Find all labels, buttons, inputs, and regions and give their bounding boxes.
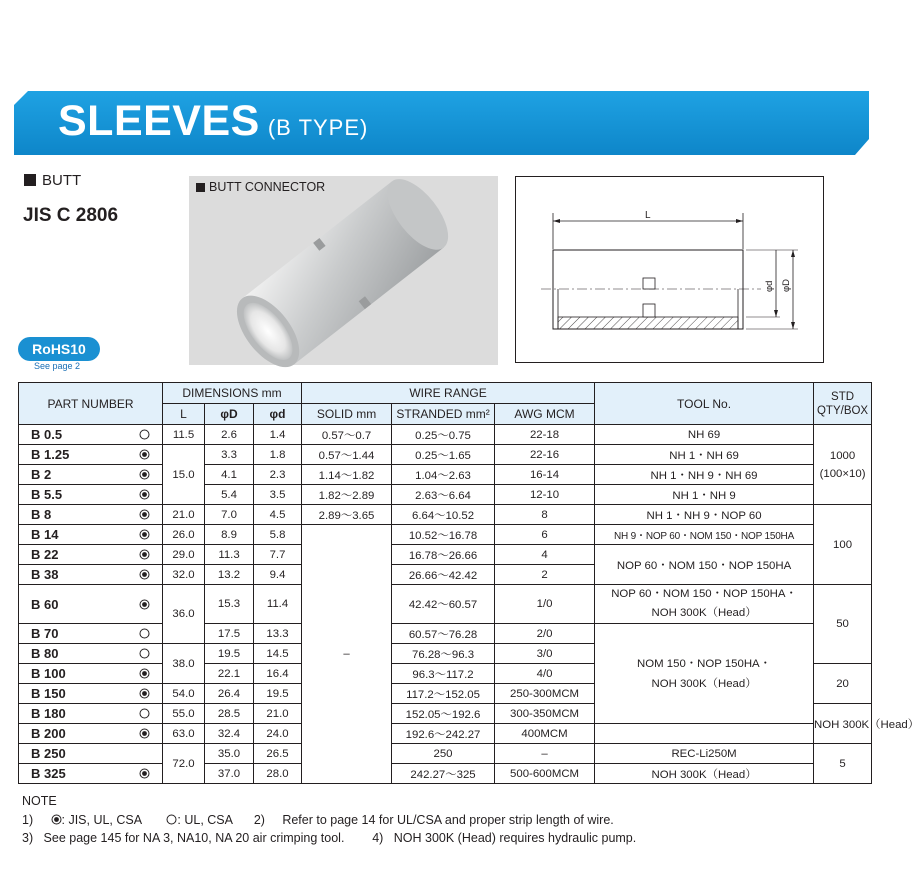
table-row [19,425,872,445]
part-number-cell: B 38 [19,565,163,585]
outer-d-cell: 3.3 [205,445,254,465]
bullseye-mark-icon [139,488,150,499]
note-3: 3) See page 145 for NA 3, NA10, NA 20 air crimping tool. 4) NOH 300K (Head) requires hydraulic pump. [22,831,637,845]
inner-d-cell: 2.3 [254,465,302,485]
outer-d-cell: 26.4 [205,684,254,704]
part-number-cell: B 2 [19,465,163,485]
bullseye-mark-icon [139,548,150,559]
awg-cell: 400MCM [495,724,595,744]
inner-d-cell: 3.5 [254,485,302,505]
bullseye-mark-icon [51,812,62,823]
awg-cell: 3/0 [495,644,595,664]
inner-d-cell: 9.4 [254,565,302,585]
solid-cell: 2.89～3.65 [302,505,392,525]
awg-cell: 250-300MCM [495,684,595,704]
bullseye-mark-icon [139,667,150,678]
part-number-cell: B 100 [19,664,163,684]
stranded-cell: 96.3～117.2 [392,664,495,684]
inner-d-cell: 11.4 [254,585,302,624]
qty-cell: 1000 (100×10) [814,425,872,505]
part-number-cell: B 250 [19,744,163,764]
circle-mark-icon [166,812,177,823]
awg-cell: 2/0 [495,624,595,644]
solid-cell: 1.14～1.82 [302,465,392,485]
outer-d-cell: 37.0 [205,764,254,784]
qty-cell: 100 [814,505,872,585]
title-banner [14,91,869,155]
stranded-cell: 242.27～325 [392,764,495,784]
part-number-cell: B 70 [19,624,163,644]
rohs-badge: RoHS10 [18,337,100,361]
awg-cell: 4/0 [495,664,595,684]
stranded-cell: 42.42～60.57 [392,585,495,624]
col-tool: TOOL No. [595,383,814,425]
part-number-cell: B 200 [19,724,163,744]
bullseye-mark-icon [139,598,150,609]
awg-cell: 8 [495,505,595,525]
outer-d-cell: 19.5 [205,644,254,664]
part-number-cell: B 8 [19,505,163,525]
part-number-cell: B 80 [19,644,163,664]
square-bullet-icon [196,183,205,192]
inner-d-cell: 7.7 [254,545,302,565]
solid-cell: 0.57～1.44 [302,445,392,465]
col-std-qty: STD QTY/BOX [814,383,872,425]
sleeve-photo-icon [189,176,498,365]
awg-cell: 1/0 [495,585,595,624]
awg-cell: 300-350MCM [495,704,595,724]
col-dimensions: DIMENSIONS mm [163,383,302,404]
inner-d-cell: 14.5 [254,644,302,664]
stranded-cell: 117.2～152.05 [392,684,495,704]
l-cell: 11.5 [163,425,205,445]
qty-cell: 50 [814,585,872,664]
outer-d-cell: 2.6 [205,425,254,445]
length-label: L [645,210,651,221]
tool-cell: REC-Li250M [595,744,814,764]
l-cell: 21.0 [163,505,205,525]
page-title: SLEEVES (B TYPE) [58,97,369,145]
col-l: L [163,404,205,425]
stranded-cell: 2.63～6.64 [392,485,495,505]
inner-d-cell: 24.0 [254,724,302,744]
inner-d-cell: 5.8 [254,525,302,545]
rohs-note: See page 2 [34,361,81,371]
outer-d-cell: 22.1 [205,664,254,684]
awg-cell: 500-600MCM [495,764,595,784]
awg-cell: 12-10 [495,485,595,505]
col-part-number: PART NUMBER [19,383,163,425]
bullseye-mark-icon [139,568,150,579]
stranded-cell: 26.66～42.42 [392,565,495,585]
l-cell: 29.0 [163,545,205,565]
awg-cell: 2 [495,565,595,585]
l-cell: 55.0 [163,704,205,724]
part-number-cell: B 180 [19,704,163,724]
col-outer-d: φD [205,404,254,425]
stranded-cell: 60.57～76.28 [392,624,495,644]
outer-d-cell: 8.9 [205,525,254,545]
outer-d-cell: 17.5 [205,624,254,644]
inner-d-cell: 19.5 [254,684,302,704]
l-cell: 38.0 [163,644,205,684]
bullseye-mark-icon [139,767,150,778]
part-number-cell: B 150 [19,684,163,704]
table-row [19,545,872,565]
category-label: BUTT [24,172,81,189]
stranded-cell: 16.78～26.66 [392,545,495,565]
inner-d-cell: 26.5 [254,744,302,764]
table-row [19,744,872,764]
col-awg: AWG MCM [495,404,595,425]
standard-label: JIS C 2806 [23,205,119,226]
sleeve-diagram-icon [516,177,823,362]
inner-d-cell: 13.3 [254,624,302,644]
inner-d-cell: 1.8 [254,445,302,465]
tool-cell: NOP 60・NOM 150・NOP 150HA・ NOH 300K（Head） [595,585,814,624]
col-wire-range: WIRE RANGE [302,383,595,404]
tool-cell: NH 1・NH 69 [595,445,814,465]
l-cell: 36.0 [163,585,205,644]
stranded-cell: 0.25～0.75 [392,425,495,445]
tool-cell: NH 9・NOP 60・NOM 150・NOP 150HA [595,525,814,545]
notes [22,792,636,848]
table-row [19,525,872,545]
awg-cell: 6 [495,525,595,545]
outer-d-cell: 13.2 [205,565,254,585]
part-number-cell: B 5.5 [19,485,163,505]
outer-d-cell: 5.4 [205,485,254,505]
outer-diameter-label: φD [781,278,792,292]
qty-cell: 5 [814,744,872,784]
inner-d-cell: 21.0 [254,704,302,724]
tool-cell: NH 1・NH 9・NH 69 [595,465,814,485]
l-cell: 63.0 [163,724,205,744]
col-inner-d: φd [254,404,302,425]
square-bullet-icon [24,174,36,186]
tool-cell: NH 1・NH 9・NOP 60 [595,505,814,525]
inner-d-cell: 28.0 [254,764,302,784]
note-1: 1) : JIS, UL, CSA : UL, CSA 2) Refer to page 14 for UL/CSA and proper strip length of wire. [22,812,614,827]
bullseye-mark-icon [139,528,150,539]
bullseye-mark-icon [139,448,150,459]
outer-d-cell: 4.1 [205,465,254,485]
table-row [19,485,872,505]
table-row [19,465,872,485]
bullseye-mark-icon [139,508,150,519]
table-row [19,585,872,624]
product-photo [189,176,498,365]
tool-cell: NOM 150・NOP 150HA・ NOH 300K（Head） [595,624,814,724]
outer-d-cell: 32.4 [205,724,254,744]
stranded-cell: 152.05～192.6 [392,704,495,724]
solid-cell: – [302,525,392,784]
inner-d-cell: 16.4 [254,664,302,684]
notes-title: NOTE [22,794,57,808]
tool-cell: NH 69 [595,425,814,445]
awg-cell: 22-16 [495,445,595,465]
dimension-diagram [515,176,824,363]
part-number-cell: B 22 [19,545,163,565]
solid-cell: 0.57～0.7 [302,425,392,445]
l-cell: 72.0 [163,744,205,784]
circle-mark-icon [139,647,150,658]
awg-cell: 22-18 [495,425,595,445]
outer-d-cell: 7.0 [205,505,254,525]
part-number-cell: B 0.5 [19,425,163,445]
awg-cell: – [495,744,595,764]
circle-mark-icon [139,428,150,439]
table-row [19,505,872,525]
stranded-cell: 0.25～1.65 [392,445,495,465]
page-subtitle: (B TYPE) [267,115,369,140]
stranded-cell: 76.28～96.3 [392,644,495,664]
l-cell: 54.0 [163,684,205,704]
l-cell: 32.0 [163,565,205,585]
bullseye-mark-icon [139,727,150,738]
awg-cell: 16-14 [495,465,595,485]
part-number-cell: B 14 [19,525,163,545]
circle-mark-icon [139,627,150,638]
spec-table [18,382,919,784]
table-row [19,445,872,465]
inner-diameter-label: φd [764,280,775,292]
tool-cell: NH 1・NH 9 [595,485,814,505]
inner-d-cell: 4.5 [254,505,302,525]
col-stranded: STRANDED mm² [392,404,495,425]
tool-cell: NOH 300K（Head） [595,764,814,784]
stranded-cell: 1.04～2.63 [392,465,495,485]
table-row [19,624,872,644]
outer-d-cell: 11.3 [205,545,254,565]
l-cell: 15.0 [163,445,205,505]
stranded-cell: 192.6～242.27 [392,724,495,744]
outer-d-cell: 35.0 [205,744,254,764]
table-row [19,764,872,784]
tool-cell: NOH 300K（Head） [814,704,872,744]
solid-cell: 1.82～2.89 [302,485,392,505]
stranded-cell: 250 [392,744,495,764]
part-number-cell: B 1.25 [19,445,163,465]
awg-cell: 4 [495,545,595,565]
part-number-cell: B 325 [19,764,163,784]
tool-cell: NOP 60・NOM 150・NOP 150HA [595,545,814,585]
bullseye-mark-icon [139,468,150,479]
stranded-cell: 10.52～16.78 [392,525,495,545]
stranded-cell: 6.64～10.52 [392,505,495,525]
outer-d-cell: 15.3 [205,585,254,624]
table-row [19,724,872,744]
circle-mark-icon [139,707,150,718]
outer-d-cell: 28.5 [205,704,254,724]
l-cell: 26.0 [163,525,205,545]
bullseye-mark-icon [139,687,150,698]
qty-cell: 20 [814,664,872,704]
col-solid: SOLID mm [302,404,392,425]
part-number-cell: B 60 [19,585,163,624]
inner-d-cell: 1.4 [254,425,302,445]
photo-label: BUTT CONNECTOR [196,180,325,194]
